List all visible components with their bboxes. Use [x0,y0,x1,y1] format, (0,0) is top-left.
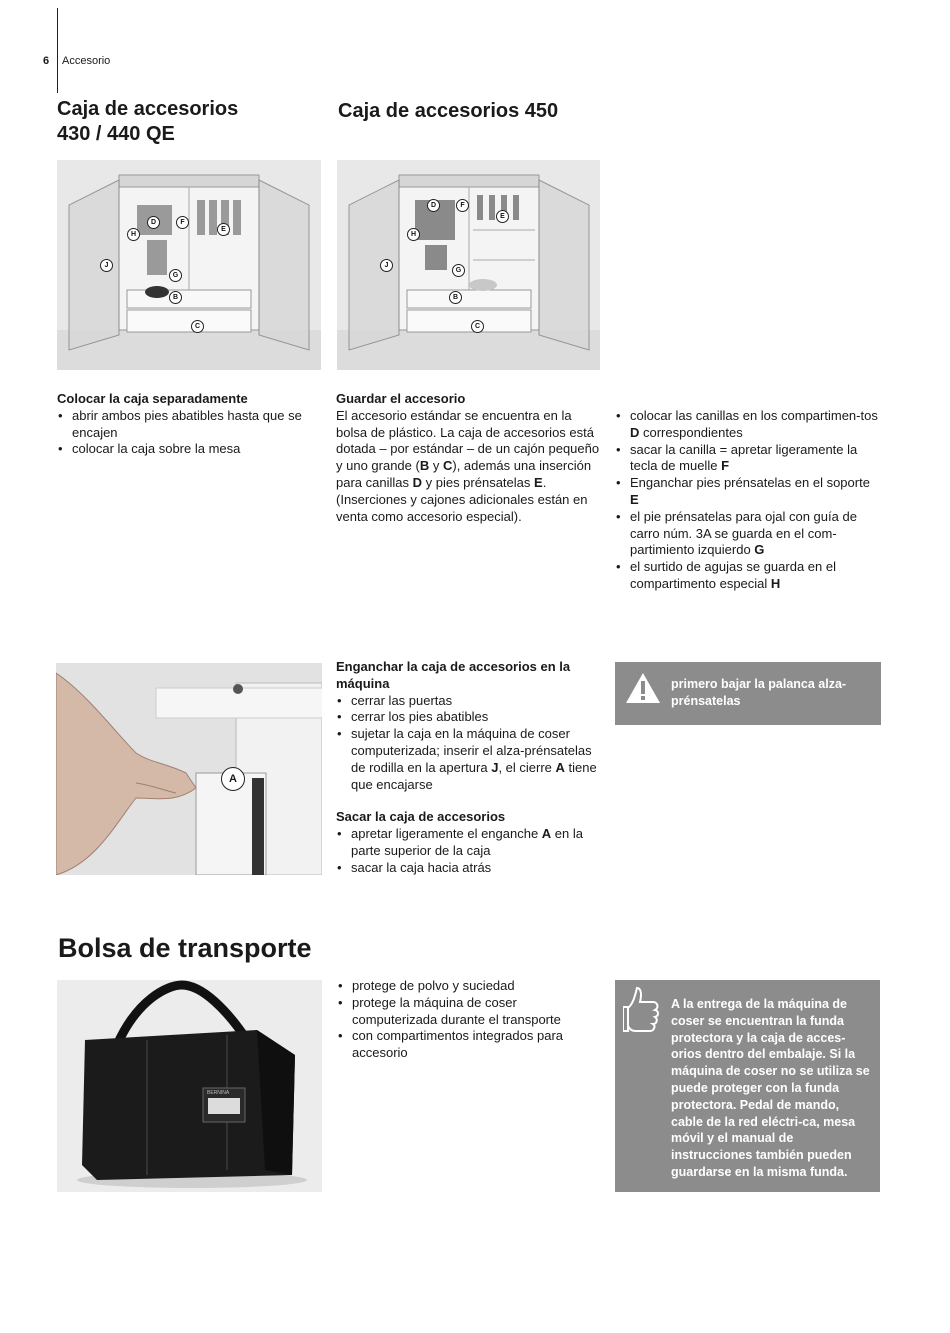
cabinet2-label-c: C [471,320,484,333]
cabinet2-label-h: H [407,228,420,241]
list-item: • apretar ligeramente el enganche A en la parte superior de la caja [336,826,602,860]
col2-subhead: Guardar el accesorio [336,391,466,406]
cabinet2-label-g: G [452,264,465,277]
cabinet1-label-h: H [127,228,140,241]
col3-bullets [615,408,880,593]
cabinet2-label-j: J [380,259,393,272]
col1-text [57,391,321,458]
list-item: • colocar la caja sobre la mesa [57,441,321,458]
section-name: Accesorio [62,55,111,67]
header-rule [57,8,58,93]
cabinet-illustration-450 [337,160,600,370]
hook-subhead: Enganchar la caja de accesorios en la máquina [336,659,571,691]
list-item: • protege de polvo y suciedad [337,978,599,995]
cabinet1-label-f: F [176,216,189,229]
bag-illustration [57,980,322,1192]
list-item: • cerrar los pies abatibles [336,709,602,726]
bag-brand-label: BERNINA [207,1090,230,1096]
list-item: • con compartimentos integrados para accesorio [337,1028,599,1062]
list-item: • abrir ambos pies abatibles hasta que se encajen [57,408,321,442]
tip-box [615,980,880,1192]
cabinet-photo-430 [57,160,321,370]
col1-subhead: Colocar la caja separadamente [57,391,248,406]
warning-text: primero bajar la palanca alza-prénsatelas [671,677,847,708]
bag-text [337,978,599,1062]
cabinet1-label-g: G [169,269,182,282]
list-item: • colocar las canillas en los compartimen-tos D correspondientes [615,408,880,442]
page-number: 6 [43,55,50,67]
hook-illustration [56,663,322,875]
list-item: • el pie prénsatelas para ojal con guía de carro núm. 3A se guarda en el com-partimiento izquierdo G [615,509,880,559]
hook-bullets [336,693,602,794]
cabinet-photo-450 [337,160,600,370]
cabinet1-label-c: C [191,320,204,333]
hook-photo-label-a: A [221,767,245,791]
bag-bullets [337,978,599,1062]
list-item: • sacar la caja hacia atrás [336,860,602,877]
col1-bullets [57,408,321,458]
list-item: • Enganchar pies prénsatelas en el soporte E [615,475,880,509]
col2-paragraph: El accesorio estándar se encuentra en la bolsa de plástico. La caja de accesorios está dotada – por estándar – de un cajón pequeño y uno grande (B y C), además una inserción para canillas D y pies prénsatelas E. (Inserciones y cajones adicionales están en venta como accesorio especial). [336,407,600,524]
bag-title [58,933,312,964]
hook-photo [56,663,322,875]
cabinet2-label-f: F [456,199,469,212]
tip-text: A la entrega de la máquina de coser se encuentran la funda protectora y la caja de acces-orios dentro del embalaje. Si la máquina de coser no se utiliza se puede proteger con la funda protectora. Pedal de mando, cable de la red eléctri-ca, mesa móvil y el manual de instrucciones también pueden guardarse en la misma funda. [671,997,870,1179]
cabinet1-label-e: E [217,223,230,236]
cabinet-illustration-430 [57,160,321,370]
warning-triangle-icon [625,672,661,704]
hook-text [336,659,602,877]
list-item: • sujetar la caja en la máquina de coser computerizada; inserir el alza-prénsatelas de rodilla en la apertura J, el cierre A tiene que encajarse [336,726,602,793]
cabinet1-label-d: D [147,216,160,229]
cabinet1-label-b: B [169,291,182,304]
col2-title-text: Caja de accesorios 450 [338,100,559,122]
cabinet1-label-j: J [100,259,113,272]
list-item: • sacar la canilla = apretar ligeramente la tecla de muelle F [615,442,880,476]
warning-box [615,662,881,725]
col1-title-line2: 430 / 440 QE [57,123,175,145]
col3-text [615,408,880,593]
col1-title [57,97,317,147]
list-item: • el surtido de agujas se guarda en el compartimento especial H [615,559,880,593]
list-item: • protege la máquina de coser computerizada durante el transporte [337,995,599,1029]
thumbs-up-icon [623,986,663,1038]
cabinet2-label-b: B [449,291,462,304]
col1-title-line1: Caja de accesorios [57,98,239,120]
bag-title-text: Bolsa de transporte [58,933,312,963]
list-item: • cerrar las puertas [336,693,602,710]
col2-title [338,99,638,124]
cabinet2-label-e: E [496,210,509,223]
hook-bullets-2 [336,826,602,876]
col2-text [336,391,602,525]
cabinet2-label-d: D [427,199,440,212]
hook-subhead-2: Sacar la caja de accesorios [336,809,506,825]
bag-photo [57,980,322,1192]
